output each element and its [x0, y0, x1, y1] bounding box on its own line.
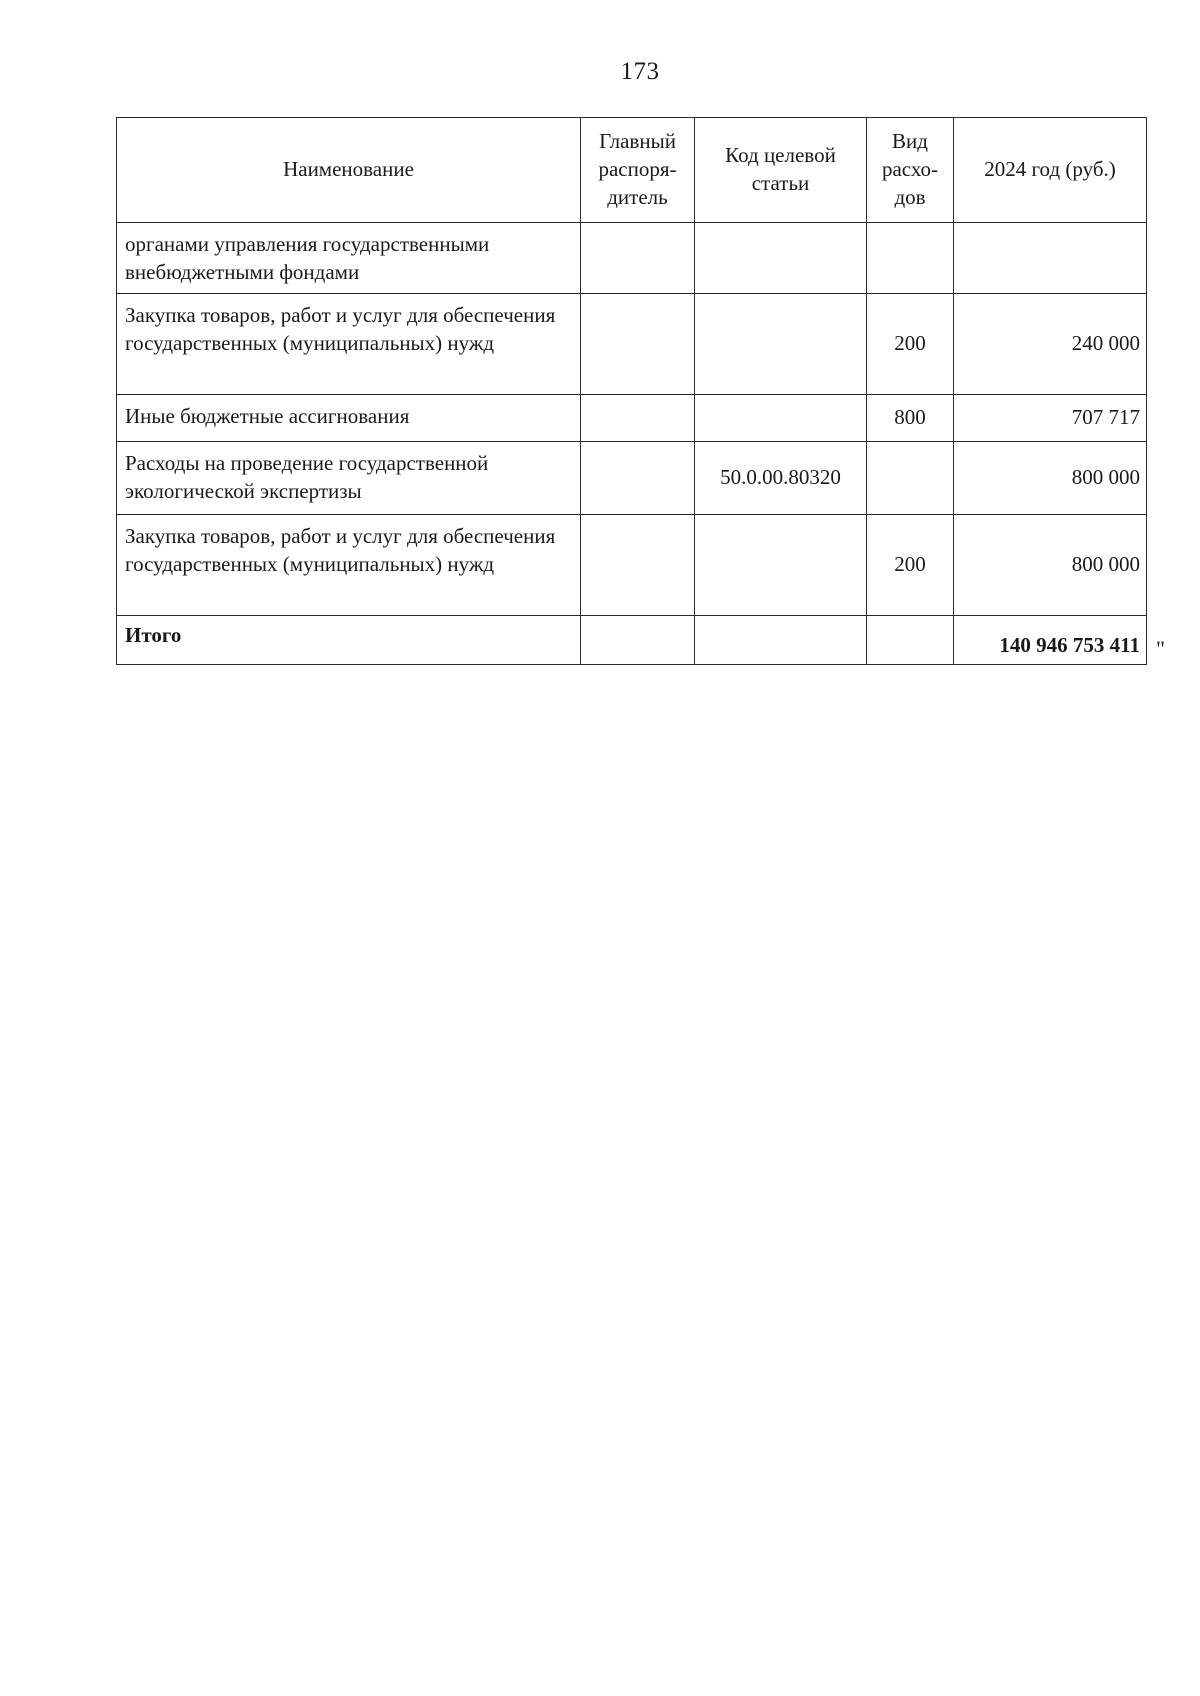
header-target-code: Код целевой статьи — [695, 118, 867, 223]
row-amount — [954, 223, 1147, 294]
row-name: Закупка товаров, работ и услуг для обеспечения государственных (муниципальных) нужд — [117, 294, 581, 395]
header-row — [117, 118, 1147, 223]
header-main-manager: Главный распоря-дитель — [581, 118, 695, 223]
table-row — [117, 294, 1147, 395]
row-expense-kind: 200 — [867, 294, 954, 395]
header-expense-kind: Вид расхо-дов — [867, 118, 954, 223]
row-expense-kind — [867, 442, 954, 515]
row-expense-kind: 200 — [867, 515, 954, 616]
row-amount: 707 717 — [954, 395, 1147, 442]
row-name: Иные бюджетные ассигнования — [117, 395, 581, 442]
table-row — [117, 515, 1147, 616]
total-target-code — [695, 616, 867, 665]
row-main-manager — [581, 515, 695, 616]
row-main-manager — [581, 395, 695, 442]
table-row — [117, 395, 1147, 442]
page-number: 173 — [620, 58, 660, 85]
table-header — [117, 118, 1147, 223]
row-name: Расходы на проведение государственной экологической экспертизы — [117, 442, 581, 515]
row-amount: 240 000 — [954, 294, 1147, 395]
closing-quote: " — [1156, 636, 1165, 661]
row-target-code — [695, 223, 867, 294]
row-main-manager — [581, 223, 695, 294]
table-body — [117, 223, 1147, 665]
budget-table — [116, 117, 1147, 665]
total-expense-kind — [867, 616, 954, 665]
table-row — [117, 442, 1147, 515]
header-name: Наименование — [117, 118, 581, 223]
total-amount: 140 946 753 411 — [954, 616, 1147, 665]
header-year: 2024 год (руб.) — [954, 118, 1147, 223]
row-main-manager — [581, 294, 695, 395]
row-expense-kind: 800 — [867, 395, 954, 442]
row-amount: 800 000 — [954, 515, 1147, 616]
row-target-code: 50.0.00.80320 — [695, 442, 867, 515]
total-label: Итого — [117, 616, 581, 665]
row-name: органами управления государственными внебюджетными фондами — [117, 223, 581, 294]
row-name: Закупка товаров, работ и услуг для обеспечения государственных (муниципальных) нужд — [117, 515, 581, 616]
row-target-code — [695, 515, 867, 616]
row-main-manager — [581, 442, 695, 515]
table-row — [117, 223, 1147, 294]
row-target-code — [695, 395, 867, 442]
row-expense-kind — [867, 223, 954, 294]
row-amount: 800 000 — [954, 442, 1147, 515]
row-target-code — [695, 294, 867, 395]
total-row — [117, 616, 1147, 665]
total-main-manager — [581, 616, 695, 665]
